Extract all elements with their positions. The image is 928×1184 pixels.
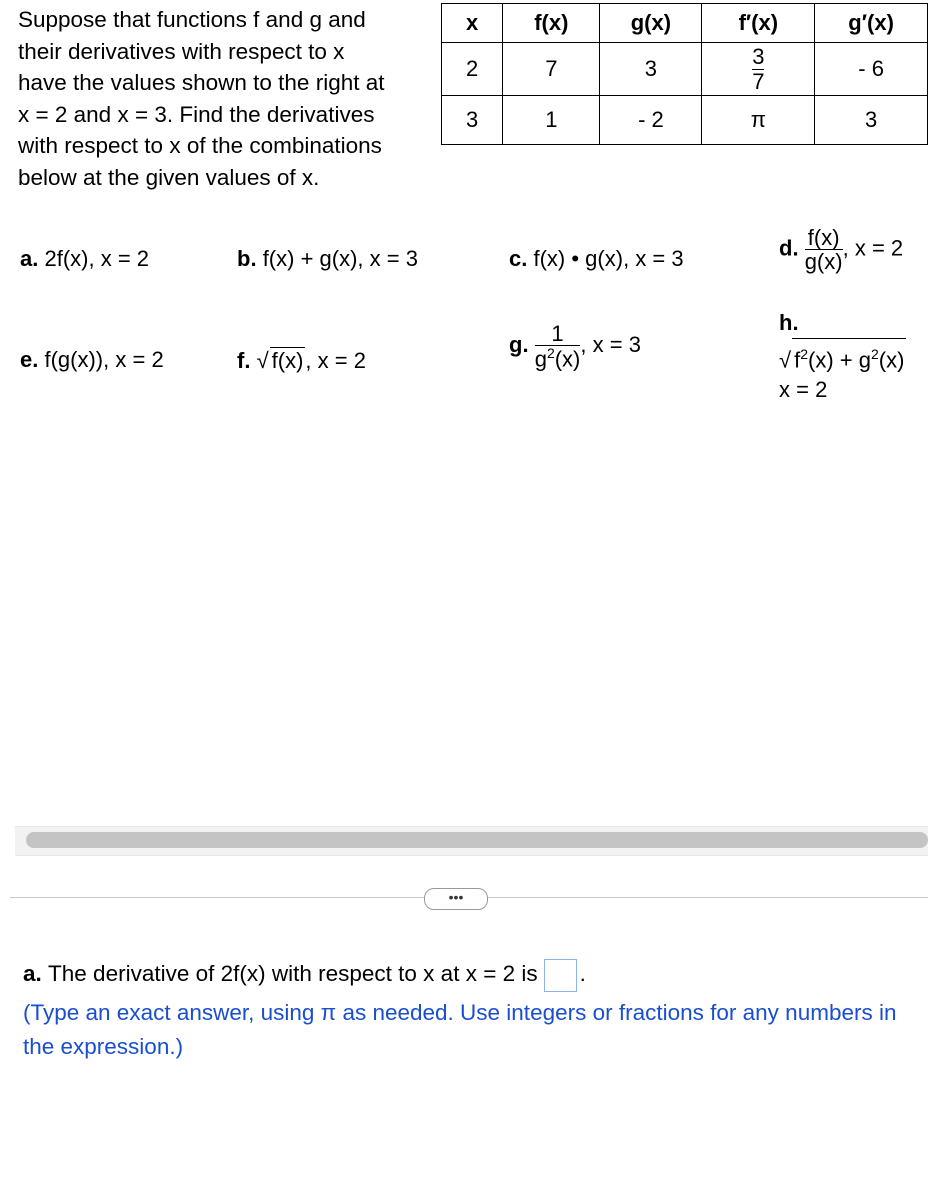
table-header-row [442,4,928,43]
answer-input[interactable] [544,959,577,992]
part-a [20,246,149,272]
answer-label: a. [23,961,49,986]
fraction [752,45,764,92]
table-row [442,43,928,96]
part-point: x = 3 [369,246,418,271]
intro-line: with respect to x of the combinations [18,133,382,158]
cell-gpx: - 6 [815,43,928,96]
answer-hint: (Type an exact answer, using π as needed. Use integers or fractions for any numbers in the expression.) [23,1000,897,1059]
part-point: x = 3 [592,332,641,358]
header-fx: f(x) [503,4,600,43]
part-label: a. [20,246,39,271]
intro-line: their derivatives with respect to x [18,38,345,64]
part-expression: f(x) • g(x), [533,246,630,271]
part-expression: f(g(x)), [44,347,110,372]
numerator: f(x) [807,225,840,250]
part-point: x = 2 [317,348,366,373]
numerator: 1 [551,321,564,346]
problem-statement [18,4,438,193]
part-label: d. [779,235,799,261]
header-gpx: g′(x) [815,4,928,43]
part-h [779,308,906,405]
part-label: h. [779,310,799,335]
intro-line: have the values shown to the right at [18,70,385,95]
radicand: f(x) [271,348,304,373]
header-x: x [442,4,503,43]
part-point: x = 2 [100,246,150,271]
part-g: g. $\frac{1}{g^2(x)}$ , x = 3 [509,321,641,372]
part-c [509,246,684,272]
numerator: 3 [752,44,765,70]
radicand: $f^2(x) + g^2(x)$ [792,338,906,375]
part-label: f. [237,348,251,373]
cell-fpx: π [702,96,815,145]
part-f: f. √ f(x), x = 2 [237,348,366,373]
cell-fx: 7 [503,43,600,96]
part-point: x = 2 [779,377,828,403]
cell-gpx: 3 [815,96,928,145]
part-label: e. [20,347,39,372]
fraction [535,322,581,371]
part-point: x = 3 [635,246,684,271]
part-d: d. $\frac{f(x)}{g(x)}$ , x = 2 [779,225,904,275]
answer-text: The derivative of 2f(x) with respect to x at x = 2 is [48,961,538,986]
intro-line: below at the given values of x. [18,164,320,190]
denominator: $g^2(x)$ [534,345,581,372]
table-row [442,96,928,145]
part-point: x = 2 [115,347,164,372]
radical-sign: √ [256,348,269,373]
part-label: b. [237,246,257,271]
denominator: g(x) [804,249,843,275]
part-e [20,347,164,373]
cell-x: 2 [442,43,503,96]
intro-line: Suppose that functions f and g and [18,7,366,32]
denominator: 7 [752,68,765,94]
fraction [805,226,843,273]
values-table [441,3,928,145]
cell-x: 3 [442,96,503,145]
scrollbar-thumb[interactable] [26,832,928,848]
cell-gx: - 2 [600,96,702,145]
part-label: g. [509,332,529,358]
header-gx: g(x) [600,4,702,43]
part-label: c. [509,246,528,271]
part-point: x = 2 [854,235,904,261]
cell-fpx [702,43,815,96]
cell-fx: 1 [503,96,600,145]
part-expression: 2f(x), [44,246,95,271]
intro-line: x = 2 and x = 3. Find the derivatives [18,101,375,127]
more-button[interactable]: ••• [424,888,488,910]
cell-gx: 3 [600,43,702,96]
radical-sign: √ [779,347,792,373]
header-fpx: f′(x) [702,4,815,43]
part-expression: f(x) + g(x), [262,246,364,271]
part-b [237,246,418,272]
answer-prompt: a. The derivative of 2f(x) with respect to x at x = 2 is . [23,957,586,992]
